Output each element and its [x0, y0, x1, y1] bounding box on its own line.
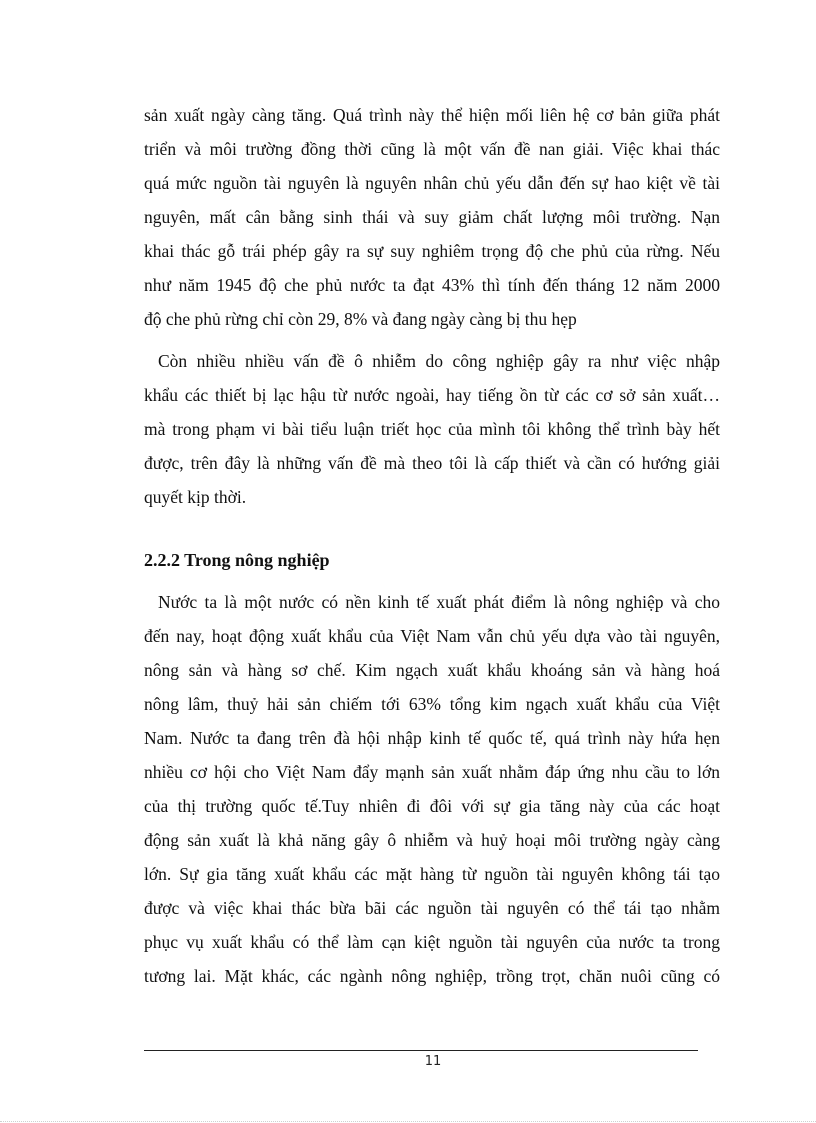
paragraph-2-line-3: mà trong phạm vi bài tiểu luận triết học của mình tôi không thể trình bày hết — [144, 419, 720, 439]
paragraph-3-line-4: nông lâm, thuỷ hải sản chiếm tới 63% tổng kim ngạch xuất khẩu của Việt — [144, 694, 720, 714]
paragraph-2-line-1: Còn nhiều nhiều vấn đề ô nhiễm do công nghiệp gây ra như việc nhập — [158, 351, 720, 371]
paragraph-3-line-3: nông sản và hàng sơ chế. Kim ngạch xuất khẩu khoáng sản và hàng hoá — [144, 660, 720, 680]
paragraph-2-line-2: khẩu các thiết bị lạc hậu từ nước ngoài, hay tiếng ồn từ các cơ sở sản xuất… — [144, 385, 720, 405]
page-bottom-edge — [0, 1121, 816, 1122]
paragraph-1-line-1: sản xuất ngày càng tăng. Quá trình này thể hiện mối liên hệ cơ bản giữa phát — [144, 105, 720, 125]
paragraph-1-line-5: khai thác gỗ trái phép gây ra sự suy nghiêm trọng độ che phủ của rừng. Nếu — [144, 241, 720, 261]
paragraph-3-line-2: đến nay, hoạt động xuất khẩu của Việt Nam vẫn chủ yếu dựa vào tài nguyên, — [144, 626, 720, 646]
paragraph-3-line-1: Nước ta là một nước có nền kinh tế xuất phát điểm là nông nghiệp và cho — [158, 592, 720, 612]
paragraph-1-line-3: quá mức nguồn tài nguyên là nguyên nhân chủ yếu dẫn đến sự hao kiệt về tài — [144, 173, 720, 193]
paragraph-3-line-9: lớn. Sự gia tăng xuất khẩu các mặt hàng từ nguồn tài nguyên không tái tạo — [144, 864, 720, 884]
paragraph-2-line-5: quyết kịp thời. — [144, 487, 247, 507]
section-heading: 2.2.2 Trong nông nghiệp — [144, 550, 330, 570]
footer-divider — [144, 1050, 698, 1051]
paragraph-3-line-11: phục vụ xuất khẩu có thể làm cạn kiệt nguồn tài nguyên của nước ta trong — [144, 932, 720, 952]
paragraph-1-line-7: độ che phủ rừng chỉ còn 29, 8% và đang ngày càng bị thu hẹp — [144, 309, 577, 329]
paragraph-1-line-2: triển và môi trường đồng thời cũng là một vấn đề nan giải. Việc khai thác — [144, 139, 720, 159]
paragraph-3-line-7: của thị trường quốc tế.Tuy nhiên đi đôi với sự gia tăng này của các hoạt — [144, 796, 720, 816]
paragraph-3-line-5: Nam. Nước ta đang trên đà hội nhập kinh tế quốc tế, quá trình này hứa hẹn — [144, 728, 720, 748]
paragraph-2-line-4: được, trên đây là những vấn đề mà theo tôi là cấp thiết và cần có hướng giải — [144, 453, 720, 473]
paragraph-3-line-10: được và việc khai thác bừa bãi các nguồn tài nguyên có thể tái tạo nhằm — [144, 898, 720, 918]
paragraph-3-line-12: tương lai. Mặt khác, các ngành nông nghiệp, trồng trọt, chăn nuôi cũng có — [144, 966, 720, 986]
paragraph-3-line-8: động sản xuất là khả năng gây ô nhiễm và huỷ hoại môi trường ngày càng — [144, 830, 720, 850]
paragraph-1-line-4: nguyên, mất cân bằng sinh thái và suy giảm chất lượng môi trường. Nạn — [144, 207, 720, 227]
page-number: 11 — [424, 1054, 442, 1069]
paragraph-3-line-6: nhiều cơ hội cho Việt Nam đẩy mạnh sản xuất nhằm đáp ứng nhu cầu to lớn — [144, 762, 720, 782]
paragraph-1-line-6: như năm 1945 độ che phủ nước ta đạt 43% thì tính đến tháng 12 năm 2000 — [144, 275, 720, 295]
